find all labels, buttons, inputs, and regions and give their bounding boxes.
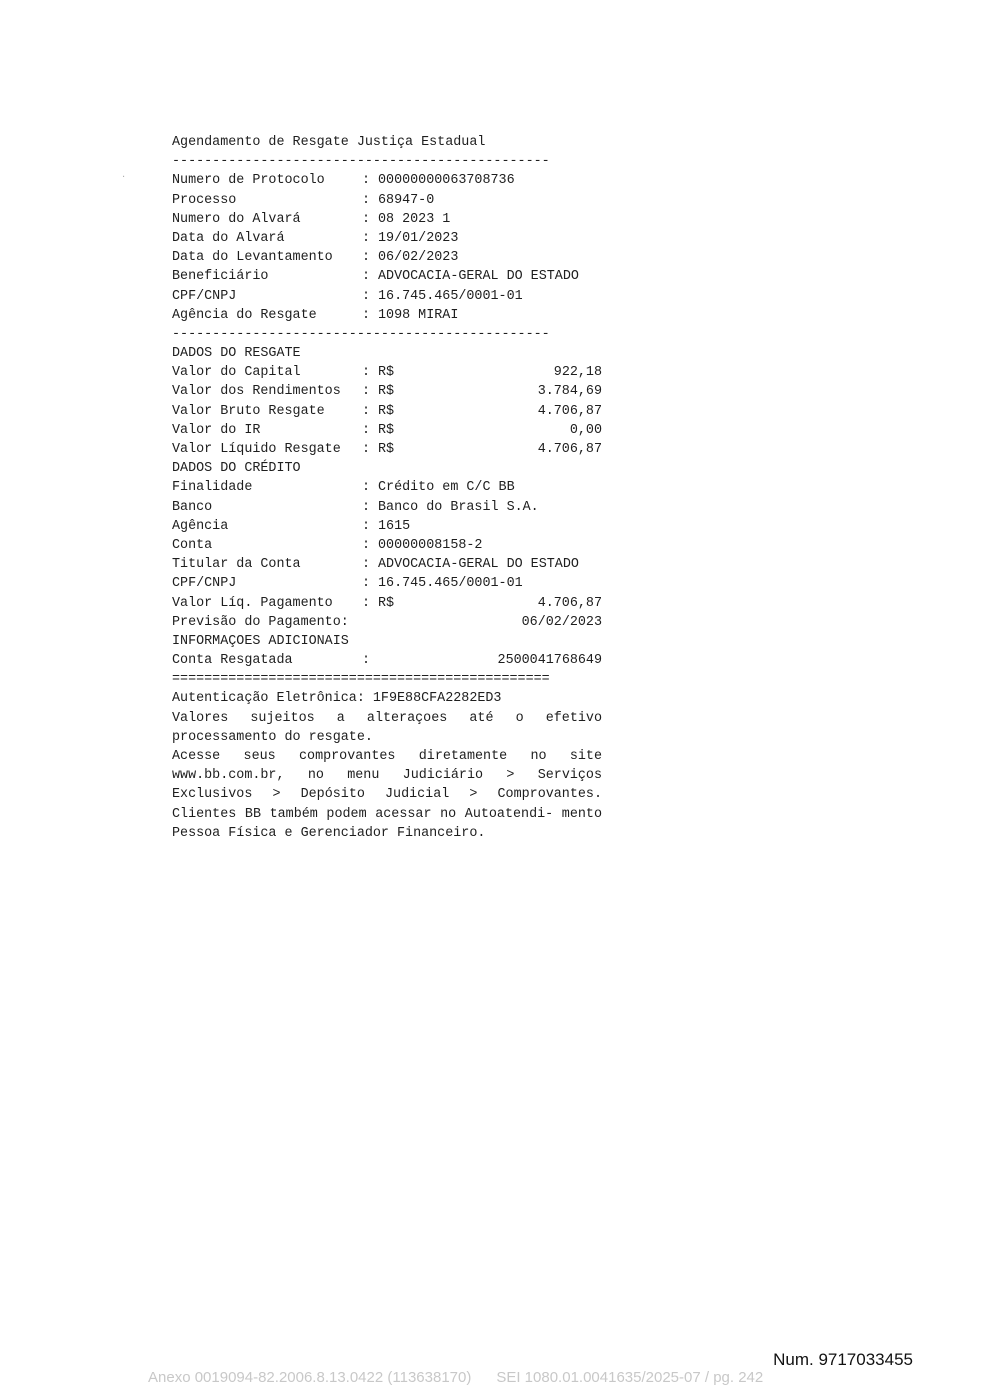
money-row-liquido: Valor Líquido Resgate : R$ 4.706,87 [172, 440, 612, 459]
money-value: 4.706,87 [537, 403, 602, 419]
money-row-ir: Valor do IR : R$ 0,00 [172, 421, 612, 440]
field-value: Crédito em C/C BB [378, 480, 515, 496]
field-label: Beneficiário [172, 269, 269, 285]
field-value: 08 2023 1 [378, 211, 451, 227]
separator: ----------------------------------------------- [172, 154, 550, 170]
field-data-alvara: Data do Alvará : 19/01/2023 [172, 229, 612, 248]
field-label: Agência do Resgate [172, 307, 317, 323]
field-value: 19/01/2023 [378, 230, 459, 246]
field-agencia-resgate: Agência do Resgate : 1098 MIRAI [172, 306, 612, 325]
autenticacao: Autenticação Eletrônica: 1F9E88CFA2282ED3 [172, 691, 502, 707]
field-value: 2500041768649 [497, 653, 602, 669]
notice-paragraph: Valores sujeitos a alteraçoes até o efetivo processamento do resgate. [172, 710, 602, 745]
money-label: Valor Líquido Resgate [172, 442, 341, 457]
field-label: Banco [172, 499, 213, 515]
field-data-levantamento: Data do Levantamento : 06/02/2023 [172, 248, 612, 267]
field-banco: Banco : Banco do Brasil S.A. [172, 498, 612, 517]
field-label: Conta [172, 537, 213, 553]
field-value: 06/02/2023 [378, 250, 459, 266]
field-value: Banco do Brasil S.A. [378, 499, 539, 515]
money-value: 4.706,87 [537, 595, 602, 611]
field-label: Numero do Alvará [172, 211, 301, 227]
field-processo: Processo : 68947-0 [172, 191, 612, 210]
field-value: ADVOCACIA-GERAL DO ESTADO [378, 557, 579, 573]
currency: R$ [378, 365, 395, 381]
field-value: 16.745.465/0001-01 [378, 288, 523, 304]
document-watermark: Anexo 0019094-82.2006.8.13.0422 (113638170) SEI 1080.01.0041635/2025-07 / pg. 242 [148, 1369, 764, 1386]
money-row-pagamento: Valor Líq. Pagamento : R$ 4.706,87 [172, 594, 612, 613]
notice-paragraph: Acesse seus comprovantes diretamente no site www.bb.com.br, no menu Judiciário > Serviços Exclusivos > Depósito Judicial > Comprovantes. Clientes BB também podem acessar no Autoatendi- mento Pessoa Física e Gerenciador Financeiro. [172, 749, 602, 841]
field-value: 16.745.465/0001-01 [378, 576, 523, 592]
money-label: Valor do Capital [172, 365, 301, 381]
field-label: Previsão do Pagamento: [172, 614, 349, 630]
field-agencia: Agência : 1615 [172, 517, 612, 536]
field-value: 1098 MIRAI [378, 307, 459, 323]
field-value: 1615 [378, 518, 411, 534]
money-value: 3.784,69 [537, 384, 602, 400]
scan-speck: · [122, 172, 126, 183]
document-number: Num. 9717033455 [773, 1350, 913, 1369]
field-finalidade: Finalidade : Crédito em C/C BB [172, 478, 612, 497]
field-label: Numero de Protocolo [172, 173, 325, 189]
section-heading-credito: DADOS DO CRÉDITO [172, 461, 301, 477]
section-heading-resgate: DADOS DO RESGATE [172, 346, 301, 362]
money-label: Valor Líq. Pagamento [172, 595, 333, 611]
field-label: Processo [172, 192, 237, 208]
field-conta: Conta : 00000008158-2 [172, 536, 612, 555]
field-titular: Titular da Conta : ADVOCACIA-GERAL DO ESTADO [172, 555, 612, 574]
separator: ----------------------------------------------- [172, 326, 550, 342]
money-label: Valor Bruto Resgate [172, 403, 325, 419]
field-value: 06/02/2023 [521, 614, 602, 630]
receipt [172, 133, 612, 843]
money-row-capital: Valor do Capital : R$ 922,18 [172, 363, 612, 382]
field-label: Data do Levantamento [172, 250, 333, 266]
field-value: 00000000063708736 [378, 173, 515, 189]
currency: R$ [378, 595, 395, 611]
currency: R$ [378, 442, 395, 457]
field-value: 68947-0 [378, 192, 435, 208]
header-fields [172, 171, 612, 325]
receipt-title: Agendamento de Resgate Justiça Estadual [172, 135, 486, 150]
field-label: Finalidade [172, 480, 253, 496]
field-protocolo: Numero de Protocolo : 00000000063708736 [172, 171, 612, 190]
field-label: Agência [172, 518, 229, 534]
field-label: CPF/CNPJ [172, 576, 237, 592]
money-row-bruto: Valor Bruto Resgate : R$ 4.706,87 [172, 402, 612, 421]
money-value: 4.706,87 [537, 442, 602, 457]
field-cpf-cnpj-titular: CPF/CNPJ : 16.745.465/0001-01 [172, 574, 612, 593]
money-row-rendimentos: Valor dos Rendimentos : R$ 3.784,69 [172, 382, 612, 401]
field-value: 00000008158-2 [378, 537, 483, 553]
money-label: Valor do IR [172, 422, 261, 438]
separator-double: =============================================== [172, 672, 550, 688]
field-conta-resgatada: Conta Resgatada : 2500041768649 [172, 651, 612, 670]
money-value: 922,18 [553, 365, 602, 381]
currency: R$ [378, 422, 395, 438]
currency: R$ [378, 384, 395, 400]
field-label: Conta Resgatada [172, 653, 293, 669]
field-label: Titular da Conta [172, 557, 301, 573]
section-heading-adicionais: INFORMAÇOES ADICIONAIS [172, 633, 349, 649]
money-value: 0,00 [569, 422, 602, 438]
money-label: Valor dos Rendimentos [172, 384, 341, 400]
field-numero-alvara: Numero do Alvará : 08 2023 1 [172, 210, 612, 229]
field-label: CPF/CNPJ [172, 288, 237, 304]
field-label: Data do Alvará [172, 230, 285, 246]
field-cpf-cnpj: CPF/CNPJ : 16.745.465/0001-01 [172, 287, 612, 306]
field-beneficiario: Beneficiário : ADVOCACIA-GERAL DO ESTADO [172, 267, 612, 286]
currency: R$ [378, 403, 395, 419]
field-value: ADVOCACIA-GERAL DO ESTADO [378, 269, 579, 285]
field-previsao [172, 613, 612, 632]
